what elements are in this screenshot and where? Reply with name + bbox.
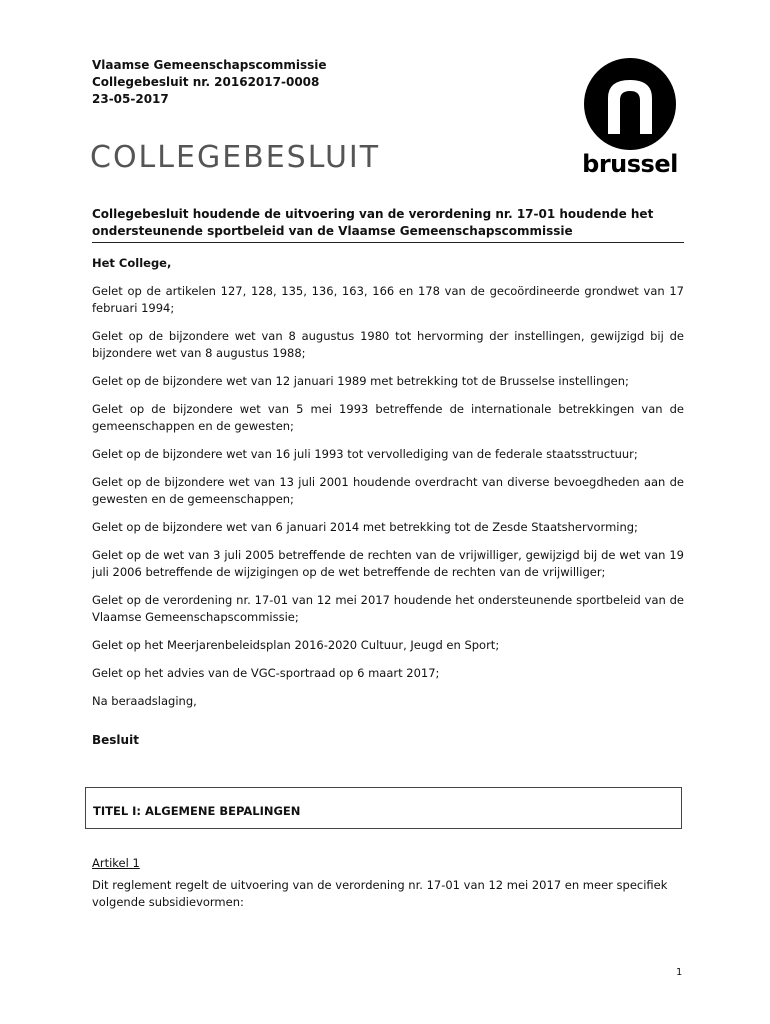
body-paragraph: Gelet op de bijzondere wet van 5 mei 1993 betreffende de internationale betrekkingen van de gemeenschappen en de gewesten; bbox=[92, 402, 684, 433]
besluit-heading: Besluit bbox=[92, 733, 139, 747]
body-paragraph: Gelet op het advies van de VGC-sportraad op 6 maart 2017; bbox=[92, 666, 440, 680]
artikel-text: Dit reglement regelt de uitvoering van de verordening nr. 17-01 van 12 mei 2017 en meer specifiek volgende subsidievormen: bbox=[92, 878, 668, 909]
artikel-heading: Artikel 1 bbox=[92, 856, 140, 870]
body-paragraph: Gelet op de verordening nr. 17-01 van 12 mei 2017 houdende het ondersteunende sportbeleid van de Vlaamse Gemeenschapscommissie; bbox=[92, 593, 684, 624]
body-lead: Het College, bbox=[92, 256, 172, 270]
body-paragraph: Gelet op de wet van 3 juli 2005 betreffende de rechten van de vrijwilliger, gewijzigd bij de wet van 19 juli 2006 betreffende de wijzigingen op de wet betreffende de rechten van de vrijwilliger; bbox=[92, 548, 684, 579]
body-paragraph: Gelet op de bijzondere wet van 16 juli 1993 tot vervollediging van de federale staatsstructuur; bbox=[92, 447, 638, 461]
body-paragraph: Gelet op de artikelen 127, 128, 135, 136, 163, 166 en 178 van de gecoördineerde grondwet van 17 februari 1994; bbox=[92, 284, 684, 315]
document-title: COLLEGEBESLUIT bbox=[90, 140, 381, 175]
body-paragraph: Gelet op het Meerjarenbeleidsplan 2016-2020 Cultuur, Jeugd en Sport; bbox=[92, 638, 500, 652]
brussel-logo-n-icon bbox=[580, 58, 680, 150]
decision-number: Collegebesluit nr. 20162017-0008 bbox=[92, 75, 320, 89]
body-paragraph: Gelet op de bijzondere wet van 12 januari 1989 met betrekking tot de Brusselse instellingen; bbox=[92, 374, 629, 388]
brussel-logo bbox=[580, 58, 680, 183]
section-title-box bbox=[85, 787, 682, 829]
organization-name: Vlaamse Gemeenschapscommissie bbox=[92, 58, 327, 72]
decision-date: 23-05-2017 bbox=[92, 92, 169, 106]
body-paragraph: Gelet op de bijzondere wet van 6 januari 2014 met betrekking tot de Zesde Staatshervorming; bbox=[92, 520, 638, 534]
body-paragraph: Gelet op de bijzondere wet van 8 augustus 1980 tot hervorming der instellingen, gewijzigd bij de bijzondere wet van 8 augustus 1988; bbox=[92, 329, 684, 360]
body-paragraph: Gelet op de bijzondere wet van 13 juli 2001 houdende overdracht van diverse bevoegdheden aan de gewesten en de gemeenschappen; bbox=[92, 475, 684, 506]
logo-wordmark: brussel bbox=[582, 150, 678, 178]
section-title: TITEL I: ALGEMENE BEPALINGEN bbox=[93, 804, 301, 818]
page-number: 1 bbox=[676, 967, 683, 978]
document-header bbox=[92, 57, 327, 108]
body-paragraph: Na beraadslaging, bbox=[92, 694, 197, 708]
decision-subject: Collegebesluit houdende de uitvoering van de verordening nr. 17-01 houdende het ondersteunende sportbeleid van de Vlaamse Gemeenschapscommissie bbox=[92, 206, 684, 243]
document-body bbox=[92, 255, 684, 721]
